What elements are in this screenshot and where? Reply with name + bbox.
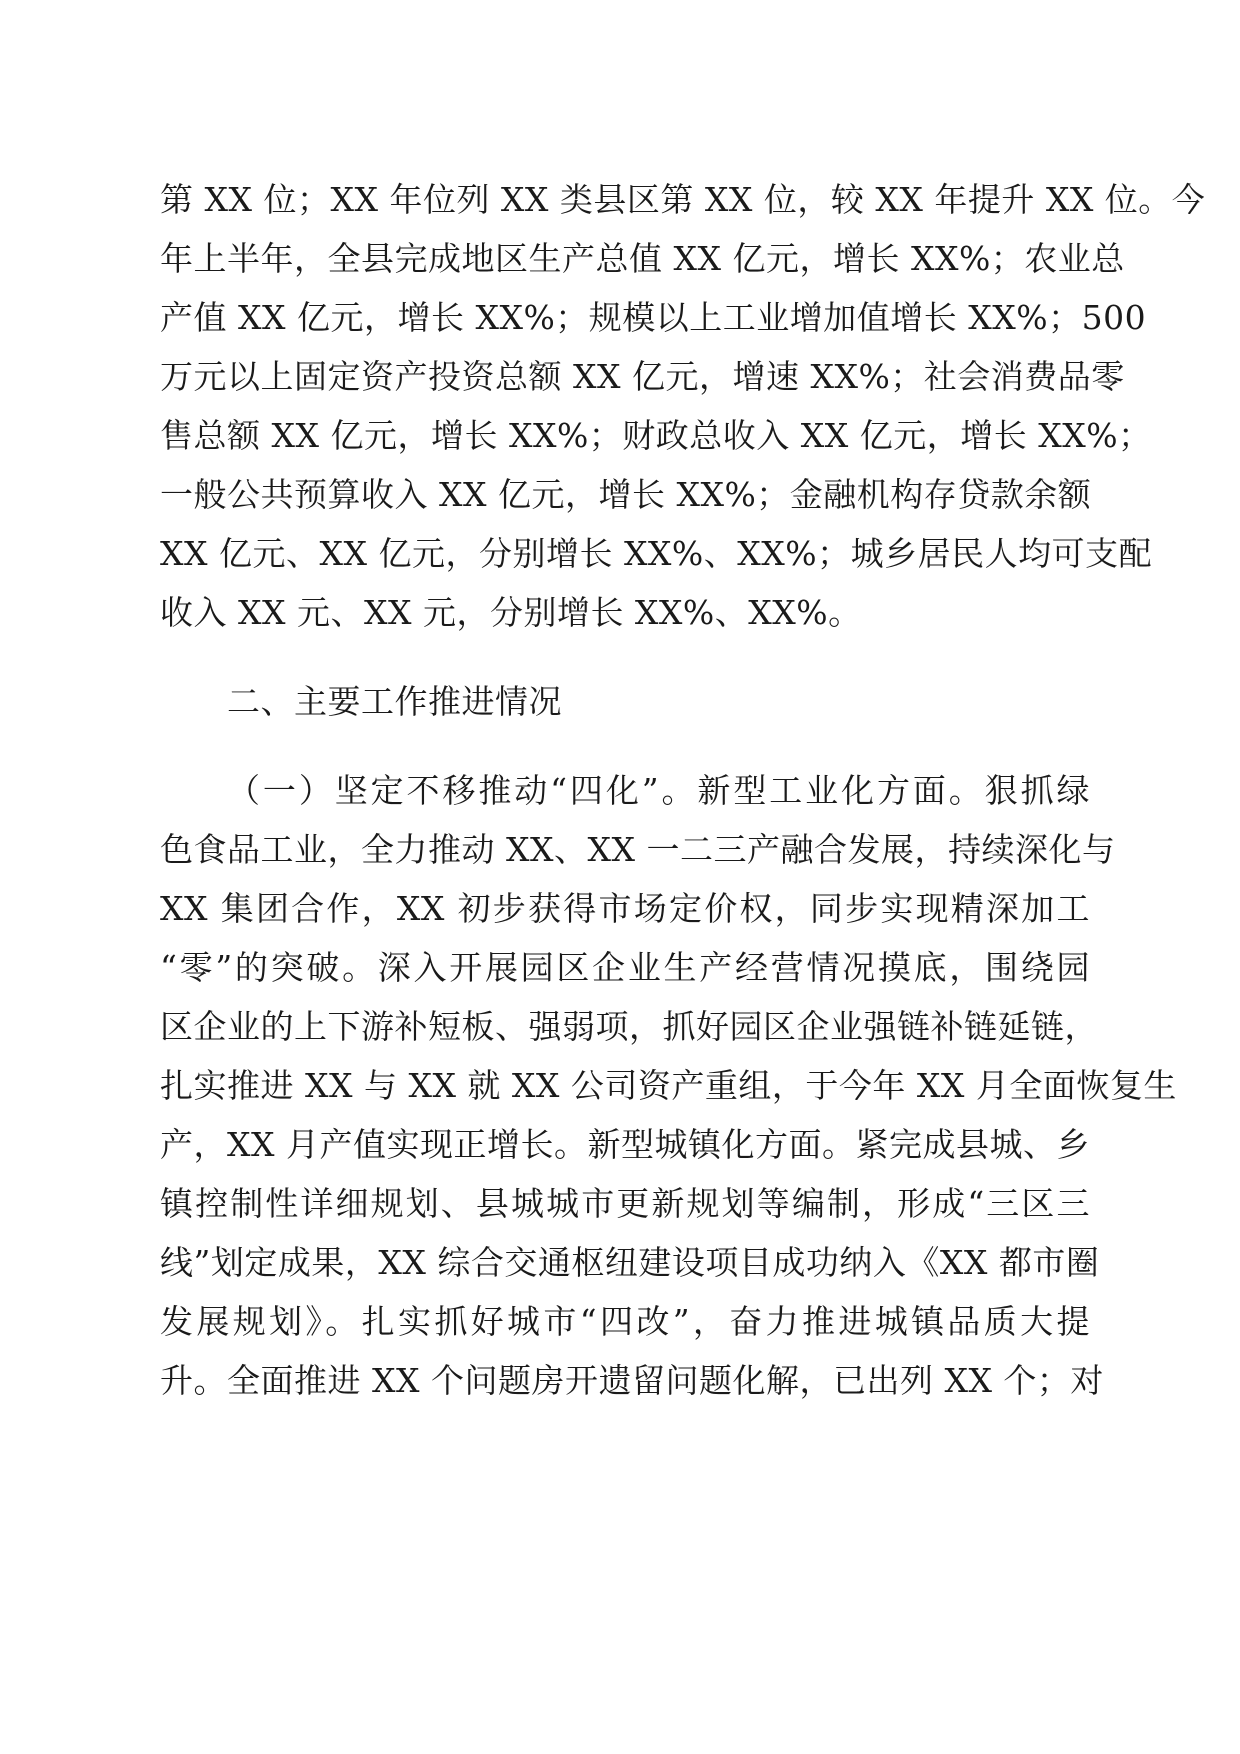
- paragraph-2-line: 区企业的上下游补短板、强弱项，抓好园区企业强链补链延链，: [160, 1007, 1098, 1046]
- paragraph-1-line: 一般公共预算收入 XX 亿元，增长 XX%；金融机构存贷款余额: [160, 475, 1092, 514]
- paragraph-2-line: 产，XX 月产值实现正增长。新型城镇化方面。紧完成县城、乡: [160, 1125, 1090, 1164]
- paragraph-2-line: 镇控制性详细规划、县城城市更新规划等编制，形成“三区三: [160, 1184, 1090, 1223]
- paragraph-1-line: 年上半年，全县完成地区生产总值 XX 亿元，增长 XX%；农业总: [160, 239, 1125, 278]
- paragraph-1-line: 产值 XX 亿元，增长 XX%；规模以上工业增加值增长 XX%；500: [160, 298, 1147, 337]
- paragraph-2-line: “零”的突破。深入开展园区企业生产经营情况摸底，围绕园: [160, 948, 1090, 987]
- paragraph-2-line: 线”划定成果，XX 综合交通枢纽建设项目成功纳入《XX 都市圈: [160, 1243, 1100, 1282]
- paragraph-1-line: 第 XX 位；XX 年位列 XX 类县区第 XX 位，较 XX 年提升 XX 位。今: [160, 180, 1206, 219]
- paragraph-2-line: （一）坚定不移推动“四化”。新型工业化方面。狠抓绿: [227, 771, 1090, 810]
- paragraph-2-line: 升。全面推进 XX 个问题房开遗留问题化解，已出列 XX 个；对: [160, 1361, 1104, 1400]
- paragraph-1-line: XX 亿元、XX 亿元，分别增长 XX%、XX%；城乡居民人均可支配: [160, 534, 1153, 573]
- section-heading: 二、主要工作推进情况: [227, 682, 562, 721]
- paragraph-2-line: XX 集团合作，XX 初步获得市场定价权，同步实现精深加工: [160, 889, 1090, 928]
- paragraph-2-line: 色食品工业，全力推动 XX、XX 一二三产融合发展，持续深化与: [160, 830, 1116, 869]
- paragraph-1-line: 售总额 XX 亿元，增长 XX%；财政总收入 XX 亿元，增长 XX%；: [160, 416, 1152, 455]
- paragraph-2-line: 扎实推进 XX 与 XX 就 XX 公司资产重组，于今年 XX 月全面恢复生: [160, 1066, 1177, 1105]
- paragraph-1-line: 收入 XX 元、XX 元，分别增长 XX%、XX%。: [160, 593, 862, 632]
- paragraph-1-line: 万元以上固定资产投资总额 XX 亿元，增速 XX%；社会消费品零: [160, 357, 1125, 396]
- paragraph-2-line: 发展规划》。扎实抓好城市“四改”，奋力推进城镇品质大提: [160, 1302, 1090, 1341]
